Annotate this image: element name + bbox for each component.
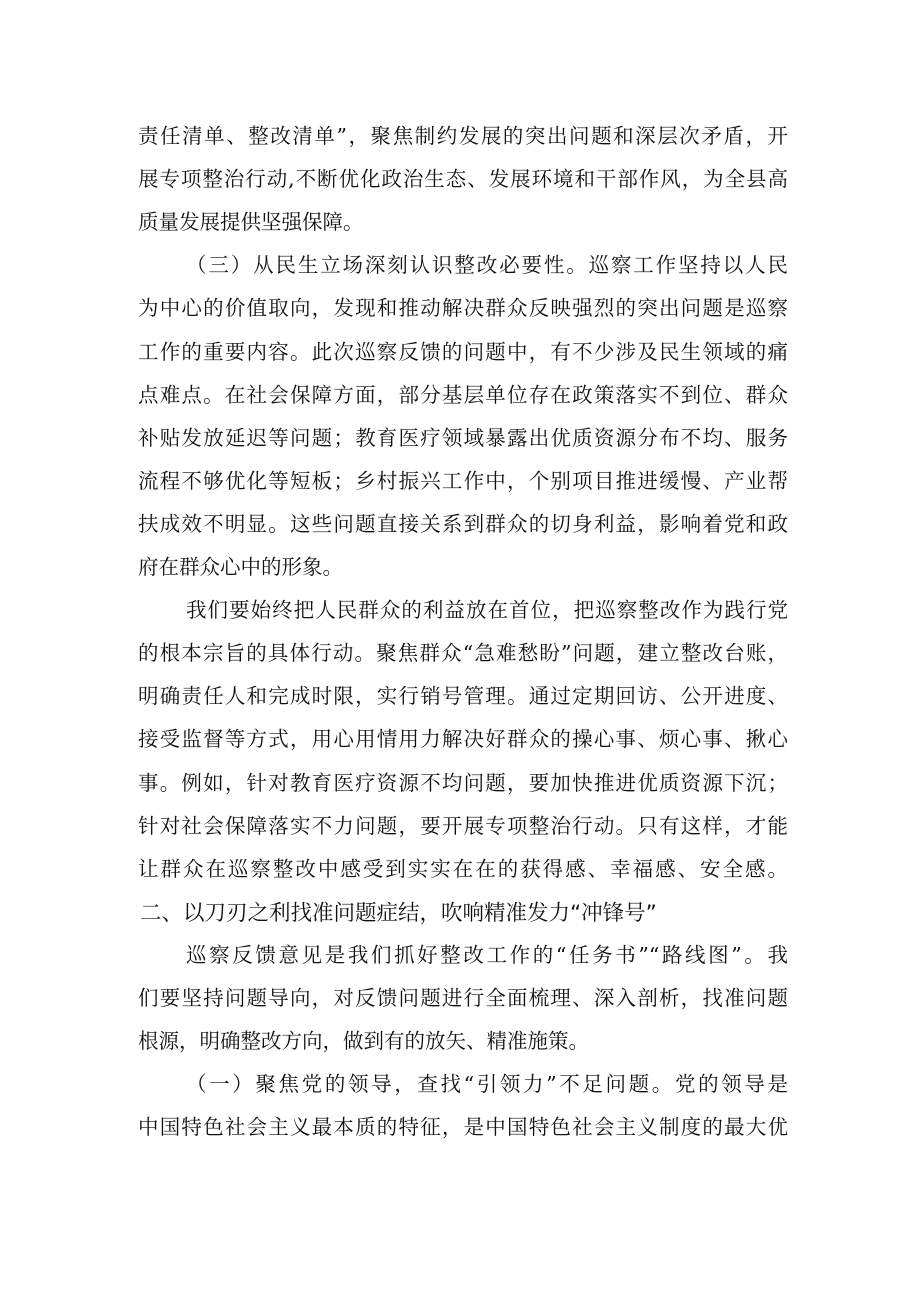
body-line: 的根本宗旨的具体行动。聚焦群众“急难愁盼”问题，建立整改台账，	[138, 641, 788, 665]
body-line: 接受监督等方式，用心用情用力解决好群众的操心事、烦心事、揪心	[138, 727, 788, 751]
body-line: 扶成效不明显。这些问题直接关系到群众的切身利益，影响着党和政	[138, 512, 788, 536]
body-line: 质量发展提供坚强保障。	[138, 210, 364, 234]
body-line: 展专项整治行动,不断优化政治生态、发展环境和干部作风，为全县高	[138, 167, 788, 191]
body-line: 工作的重要内容。此次巡察反馈的问题中，有不少涉及民生领域的痛	[138, 340, 788, 364]
section-heading: 二、以刀刃之利找准问题症结，吹响精准发力“冲锋号”	[140, 901, 657, 926]
body-line: 责任清单、整改清单”，聚焦制约发展的突出问题和深层次矛盾，开	[138, 124, 788, 148]
body-line: 们要坚持问题导向，对反馈问题进行全面梳理、深入剖析，找准问题	[138, 986, 788, 1010]
body-line: （三）从民生立场深刻认识整改必要性。巡察工作坚持以人民	[186, 253, 788, 277]
body-line: 流程不够优化等短板；乡村振兴工作中，个别项目推进缓慢、产业帮	[138, 469, 788, 493]
body-line: 补贴发放延迟等问题；教育医疗领域暴露出优质资源分布不均、服务	[138, 426, 788, 450]
body-line: 点难点。在社会保障方面，部分基层单位存在政策落实不到位、群众	[138, 383, 788, 407]
body-line: 为中心的价值取向，发现和推动解决群众反映强烈的突出问题是巡察	[138, 296, 788, 320]
body-line: 巡察反馈意见是我们抓好整改工作的“任务书”“路线图”。我	[186, 943, 788, 967]
body-line: 根源，明确整改方向，做到有的放矢、精准施策。	[138, 1029, 589, 1053]
body-line: 让群众在巡察整改中感受到实实在在的获得感、幸福感、安全感。	[138, 857, 788, 881]
body-line: （一）聚焦党的领导，查找“引领力”不足问题。党的领导是	[186, 1072, 788, 1096]
body-line: 府在群众心中的形象。	[138, 555, 343, 579]
body-line: 我们要始终把人民群众的利益放在首位，把巡察整改作为践行党	[186, 598, 788, 622]
body-line: 明确责任人和完成时限，实行销号管理。通过定期回访、公开进度、	[138, 684, 788, 708]
body-line: 事。例如，针对教育医疗资源不均问题，要加快推进优质资源下沉；	[138, 771, 788, 795]
body-line: 中国特色社会主义最本质的特征，是中国特色社会主义制度的最大优	[138, 1115, 788, 1139]
body-line: 针对社会保障落实不力问题，要开展专项整治行动。只有这样，才能	[138, 814, 788, 838]
